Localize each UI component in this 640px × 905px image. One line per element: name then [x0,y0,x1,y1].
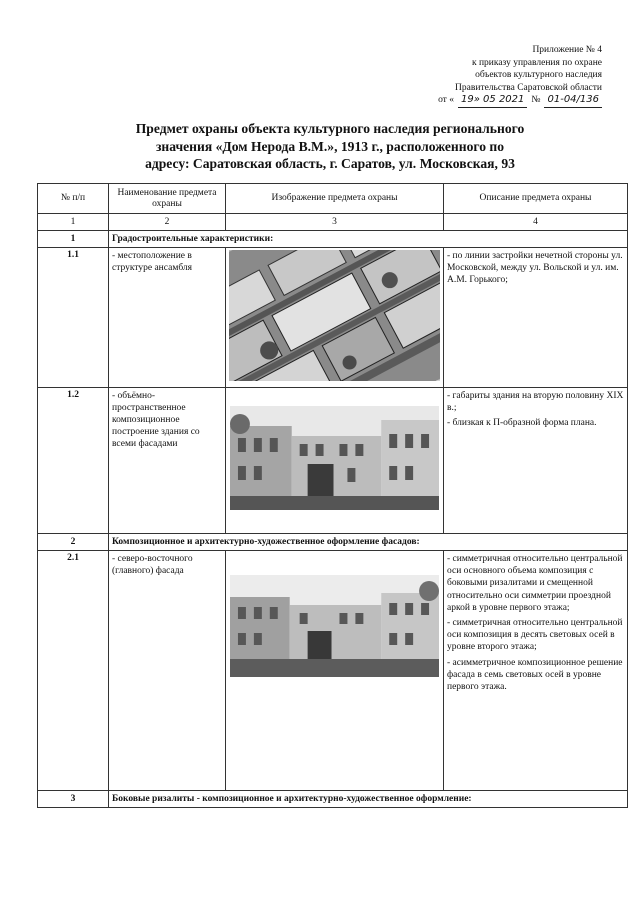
section-num: 2 [38,534,109,551]
row-num: 1.2 [38,388,109,534]
number-prefix: № [531,95,541,105]
table-row [38,388,628,534]
index-row [38,214,628,231]
row-num: 1.1 [38,248,109,388]
aerial-photo-image [229,250,440,381]
section-title: Композиционное и архитектурно-художественное оформление фасадов: [109,534,628,551]
table-row [38,551,628,791]
description-item: - асимметричное композиционное решение фасада в семь световых осей в уровне первого этажа. [447,657,623,693]
header-num: № п/п [38,184,109,214]
description-item: - симметричная относительно центральной оси основного объема композиция с боковыми ризалитами и смещенной относительно оси симметрии проездной аркой в уровне первого этажа; [447,554,623,613]
header-name: Наименование предмета охраны [109,184,226,214]
date-prefix: от « [438,95,454,105]
index-cell: 1 [38,214,109,231]
handwritten-number: 01-04/136 [544,94,602,108]
row-name: - северо-восточного (главного) фасада [109,551,226,791]
section-title: Градостроительные характеристики: [109,231,628,248]
description-item: - по линии застройки нечетной стороны ул. Московской, между ул. Вольской и ул. им. А.М. Горького; [447,251,623,286]
handwritten-date: 19» 05 2021 [458,94,527,108]
index-cell: 3 [226,214,444,231]
document-title [100,120,560,173]
description-item: - габариты здания на вторую половину XIX в.; [447,391,624,414]
facade-photo [226,551,444,791]
row-name: - объёмно-пространственное композиционное построение здания со всеми фасадами [109,388,226,534]
aerial-photo [226,248,444,388]
section-num: 1 [38,231,109,248]
appendix-line: Приложение № 4 [532,45,602,55]
facade-photo-image [230,575,439,677]
header-image: Изображение предмета охраны [226,184,444,214]
building-photo [226,388,444,534]
row-name: - местоположение в структуре ансамбля [109,248,226,388]
section-num: 3 [38,791,109,808]
appendix-line: объектов культурного наследия [475,70,602,80]
title-line: адресу: Саратовская область, г. Саратов, ул. Московская, 93 [145,156,515,171]
title-line: Предмет охраны объекта культурного наследия регионального [135,121,525,136]
description-item: - симметричная относительно центральной оси композиция в десять световых осей в уровне второго этажа; [447,618,623,653]
appendix-line: к приказу управления по охране [471,57,602,68]
order-date-number [402,94,602,108]
protection-table [37,183,628,808]
building-photo-image [230,406,439,510]
row-description [444,388,628,534]
header-row [38,184,628,214]
section-title: Боковые ризалиты - композиционное и архитектурно-художественное оформление: [109,791,628,808]
table-row [38,248,628,388]
appendix-line: Правительства Саратовской области [455,82,602,93]
index-cell: 2 [109,214,226,231]
index-cell: 4 [444,214,628,231]
section-row [38,791,628,808]
header-description: Описание предмета охраны [444,184,628,214]
row-description [444,551,628,791]
section-row [38,231,628,248]
title-line: значения «Дом Нерода В.М.», 1913 г., расположенного по [155,138,505,154]
row-description [444,248,628,388]
row-num: 2.1 [38,551,109,791]
description-item: - близкая к П-образной форма плана. [447,418,597,429]
section-row [38,534,628,551]
appendix-block [402,44,602,108]
